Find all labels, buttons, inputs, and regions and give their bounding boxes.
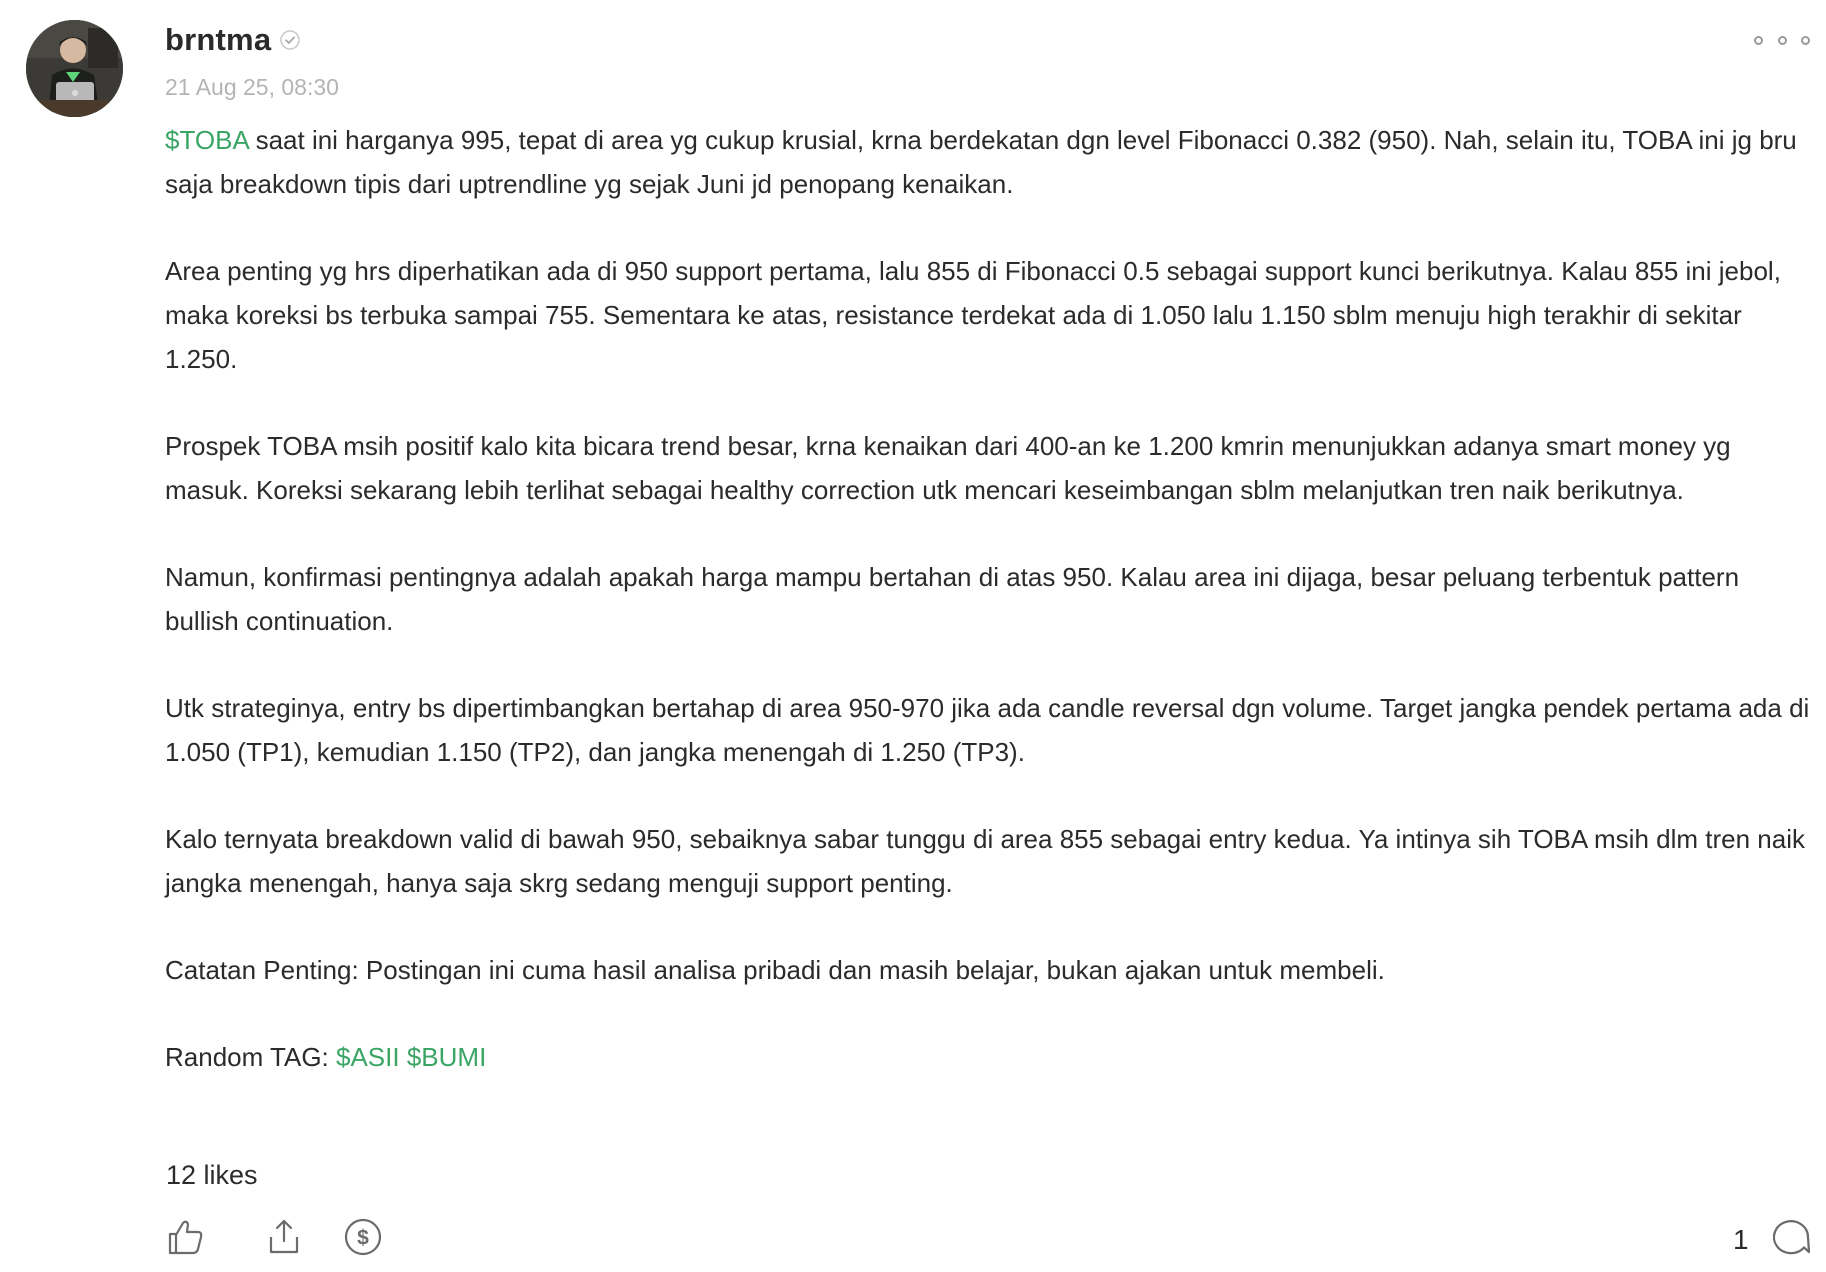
username[interactable]: brntma <box>165 22 272 57</box>
more-dot <box>1778 36 1787 45</box>
ticker-link[interactable]: $ASII <box>336 1042 400 1072</box>
dollar-coin-icon[interactable] <box>343 1217 383 1257</box>
post-paragraph: Kalo ternyata breakdown valid di bawah 950, sebaiknya sabar tunggu di area 855 sebagai entry kedua. Ya intinya sih TOBA msih dlm tren naik jangka menengah, hanya saja skrg sedang menguji support penting. <box>165 824 1805 898</box>
likes-count[interactable]: 12 likes <box>166 1160 258 1190</box>
svg-text:$: $ <box>357 1226 369 1250</box>
more-dots-icon[interactable] <box>1754 28 1810 52</box>
more-dot <box>1754 36 1763 45</box>
paragraph-text: saat ini harganya 995, tepat di area yg cukup krusial, krna berdekatan dgn level Fibonacci 0.382 (950). Nah, selain itu, TOBA ini jg bru saja breakdown tipis dari uptrendline yg sejak Juni jd penopang kenaikan. <box>165 125 1797 199</box>
ticker-link[interactable]: $TOBA <box>165 125 249 155</box>
post-paragraph <box>165 118 1815 206</box>
verified-check-icon <box>280 30 300 50</box>
post-body <box>165 118 1815 1122</box>
post-paragraph: Catatan Penting: Postingan ini cuma hasil analisa pribadi dan masih belajar, bukan ajakan untuk membeli. <box>165 955 1385 985</box>
post-tags <box>165 1035 1815 1079</box>
post-paragraph: Utk strateginya, entry bs dipertimbangkan bertahap di area 950-970 jika ada candle reversal dgn volume. Target jangka pendek pertama ada di 1.050 (TP1), kemudian 1.150 (TP2), dan jangka menengah di 1.250 (TP3). <box>165 693 1810 767</box>
more-dot <box>1801 36 1810 45</box>
tags-label: Random TAG: <box>165 1042 336 1072</box>
post-timestamp[interactable]: 21 Aug 25, 08:30 <box>165 74 339 100</box>
ticker-link[interactable]: $BUMI <box>406 1042 487 1072</box>
share-icon[interactable] <box>264 1217 304 1257</box>
post-paragraph: Area penting yg hrs diperhatikan ada di 950 support pertama, lalu 855 di Fibonacci 0.5 sebagai support kunci berikutnya. Kalau 855 ini jebol, maka koreksi bs terbuka sampai 755. Sementara ke atas, resistance terdekat ada di 1.050 lalu 1.150 sblm menuju high terakhir di sekitar 1.250. <box>165 256 1781 374</box>
reply-count[interactable]: 1 <box>1733 1224 1749 1255</box>
thumbs-up-icon[interactable] <box>166 1217 206 1257</box>
post-paragraph: Prospek TOBA msih positif kalo kita bicara trend besar, krna kenaikan dari 400-an ke 1.200 kmrin menunjukkan adanya smart money yg masuk. Koreksi sekarang lebih terlihat sebagai healthy correction utk mencari keseimbangan sblm melanjutkan tren naik berikutnya. <box>165 431 1731 505</box>
avatar[interactable] <box>26 20 123 117</box>
post-paragraph: Namun, konfirmasi pentingnya adalah apakah harga mampu bertahan di atas 950. Kalau area ini dijaga, besar peluang terbentuk pattern bullish continuation. <box>165 562 1740 636</box>
comment-bubble-icon[interactable] <box>1773 1217 1813 1257</box>
